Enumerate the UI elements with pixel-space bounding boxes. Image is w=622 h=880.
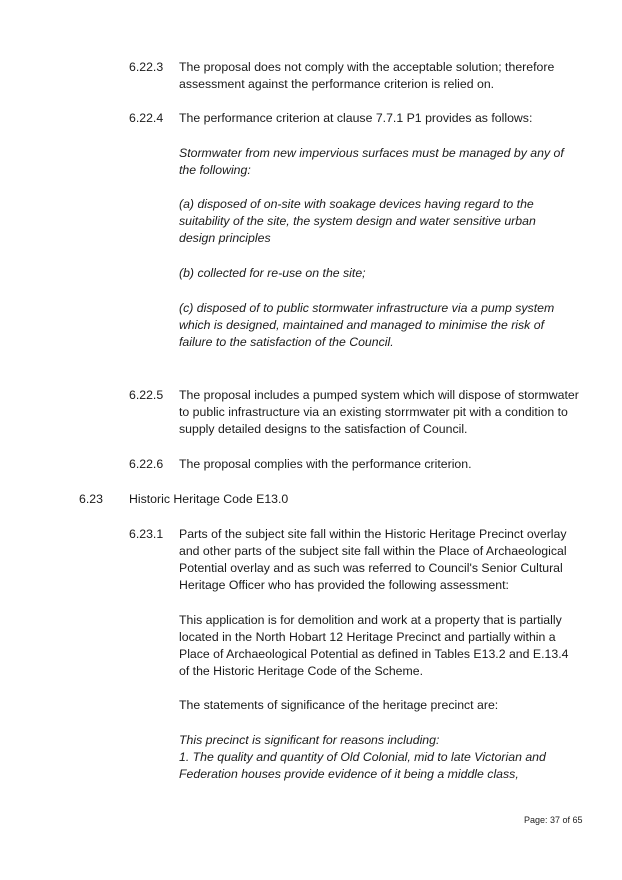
criterion-option-b bbox=[179, 265, 366, 282]
clause-text-6-22-5 bbox=[179, 387, 579, 438]
clause-number-6-22-5: 6.22.5 bbox=[129, 388, 164, 402]
text-line: suitability of the site, the system design and water sensitive urban bbox=[179, 214, 536, 228]
text-line: (a) disposed of on-site with soakage devices having regard to the bbox=[179, 197, 534, 211]
clause-number-6-22-3: 6.22.3 bbox=[129, 60, 164, 74]
clause-text-6-23-1 bbox=[179, 526, 567, 594]
text-line: Potential overlay and as such was referred to Council's Senior Cultural bbox=[179, 561, 563, 575]
text-line: (c) disposed of to public stormwater infrastructure via a pump system bbox=[179, 301, 555, 315]
text-line: and other parts of the subject site fall within the Place of Archaeological bbox=[179, 544, 567, 558]
text-line: of the Historic Heritage Code of the Scheme. bbox=[179, 664, 424, 678]
clause-text-6-22-4 bbox=[179, 110, 532, 127]
criterion-option-c bbox=[179, 300, 554, 351]
text-line: to public infrastructure via an existing storrmwater pit with a condition to bbox=[179, 405, 568, 419]
significance-intro bbox=[179, 697, 498, 714]
significance-quote bbox=[179, 732, 546, 783]
text-line: The proposal does not comply with the acceptable solution; therefore bbox=[179, 60, 555, 74]
text-line: The proposal complies with the performance criterion. bbox=[179, 457, 472, 471]
criterion-intro bbox=[179, 145, 564, 179]
text-line: Place of Archaeological Potential as defined in Tables E13.2 and E.13.4 bbox=[179, 647, 569, 661]
clause-text-6-22-3 bbox=[179, 59, 554, 93]
page-number: Page: 37 of 65 bbox=[524, 815, 583, 825]
text-line: supply detailed designs to the satisfaction of Council. bbox=[179, 422, 468, 436]
section-title: Historic Heritage Code E13.0 bbox=[129, 492, 289, 506]
text-line: located in the North Hobart 12 Heritage Precinct and partially within a bbox=[179, 630, 556, 644]
clause-number-6-22-6: 6.22.6 bbox=[129, 457, 164, 471]
clause-number-6-23-1: 6.23.1 bbox=[129, 527, 164, 541]
text-line: 1. The quality and quantity of Old Colonial, mid to late Victorian and bbox=[179, 750, 546, 764]
text-line: assessment against the performance criterion is relied on. bbox=[179, 77, 495, 91]
criterion-option-a bbox=[179, 196, 536, 247]
text-line: (b) collected for re-use on the site; bbox=[179, 266, 366, 280]
clause-number-6-22-4: 6.22.4 bbox=[129, 111, 164, 125]
text-line: which is designed, maintained and managed to minimise the risk of bbox=[179, 318, 545, 332]
text-line: Parts of the subject site fall within the Historic Heritage Precinct overlay bbox=[179, 527, 567, 541]
text-line: Federation houses provide evidence of it being a middle class, bbox=[179, 767, 519, 781]
text-line: This application is for demolition and work at a property that is partially bbox=[179, 613, 562, 627]
text-line: The proposal includes a pumped system which will dispose of stormwater bbox=[179, 388, 579, 402]
section-number: 6.23 bbox=[79, 492, 103, 506]
text-line: Stormwater from new impervious surfaces must be managed by any of bbox=[179, 146, 564, 160]
assessment-paragraph bbox=[179, 612, 568, 680]
text-line: design principles bbox=[179, 231, 271, 245]
text-line: Heritage Officer who has provided the following assessment: bbox=[179, 578, 509, 592]
text-line: This precinct is significant for reasons including: bbox=[179, 733, 440, 747]
clause-text-6-22-6 bbox=[179, 456, 472, 473]
text-line: failure to the satisfaction of the Council. bbox=[179, 335, 394, 349]
text-line: the following: bbox=[179, 163, 251, 177]
text-line: The performance criterion at clause 7.7.1 P1 provides as follows: bbox=[179, 111, 533, 125]
text-line: The statements of significance of the heritage precinct are: bbox=[179, 698, 499, 712]
